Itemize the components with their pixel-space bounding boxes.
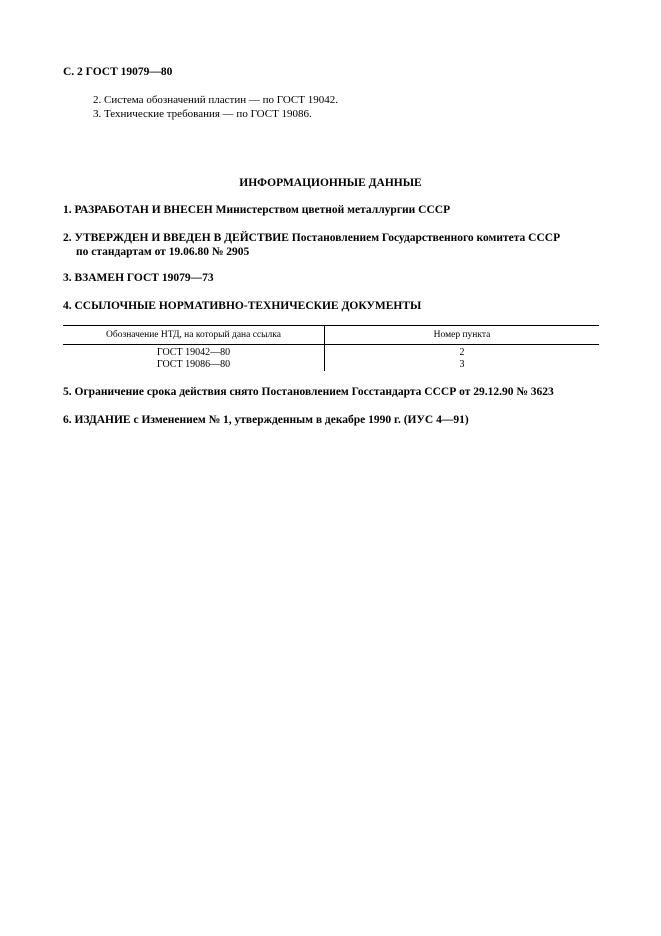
intro-item: 3. Технические требования — по ГОСТ 19086. — [93, 108, 312, 120]
references-table — [63, 325, 599, 371]
info-item-edition: 6. ИЗДАНИЕ с Изменением № 1, утвержденным в декабре 1990 г. (ИУС 4—91) — [63, 414, 469, 426]
intro-list — [93, 93, 338, 121]
table-cell: ГОСТ 19042—80 — [63, 345, 325, 360]
table-header-row — [63, 326, 599, 345]
table-cell: 3 — [459, 359, 465, 370]
table-row — [63, 345, 599, 360]
info-item-approved — [63, 231, 560, 246]
info-item-validity: 5. Ограничение срока действия снято Постановлением Госстандарта СССР от 29.12.90 № 3623 — [63, 386, 554, 398]
table-header-cell: Обозначение НТД, на который дана ссылка — [63, 326, 325, 345]
info-item-text: Постановлением Государственного комитета СССР — [291, 232, 561, 244]
info-item-replaces: 3. ВЗАМЕН ГОСТ 19079—73 — [63, 272, 214, 284]
info-item-heading: 2. УТВЕРЖДЕН И ВВЕДЕН В ДЕЙСТВИЕ — [63, 232, 289, 244]
info-item-developed — [63, 203, 450, 218]
page-header: С. 2 ГОСТ 19079—80 — [63, 66, 173, 78]
section-title: ИНФОРМАЦИОННЫЕ ДАННЫЕ — [239, 177, 422, 189]
info-item-references: 4. ССЫЛОЧНЫЕ НОРМАТИВНО-ТЕХНИЧЕСКИЕ ДОКУМЕНТЫ — [63, 300, 422, 312]
info-item-approved-continuation: по стандартам от 19.06.80 № 2905 — [76, 246, 250, 258]
table-row — [63, 359, 599, 371]
info-item-text: Министерством цветной металлургии СССР — [215, 204, 451, 216]
table-cell: ГОСТ 19086—80 — [63, 359, 325, 371]
table-cell: 2 — [459, 347, 465, 358]
info-item-heading: 1. РАЗРАБОТАН И ВНЕСЕН — [63, 204, 213, 216]
intro-item: 2. Система обозначений пластин — по ГОСТ 19042. — [93, 94, 338, 106]
table-header-cell: Номер пункта — [325, 326, 600, 345]
